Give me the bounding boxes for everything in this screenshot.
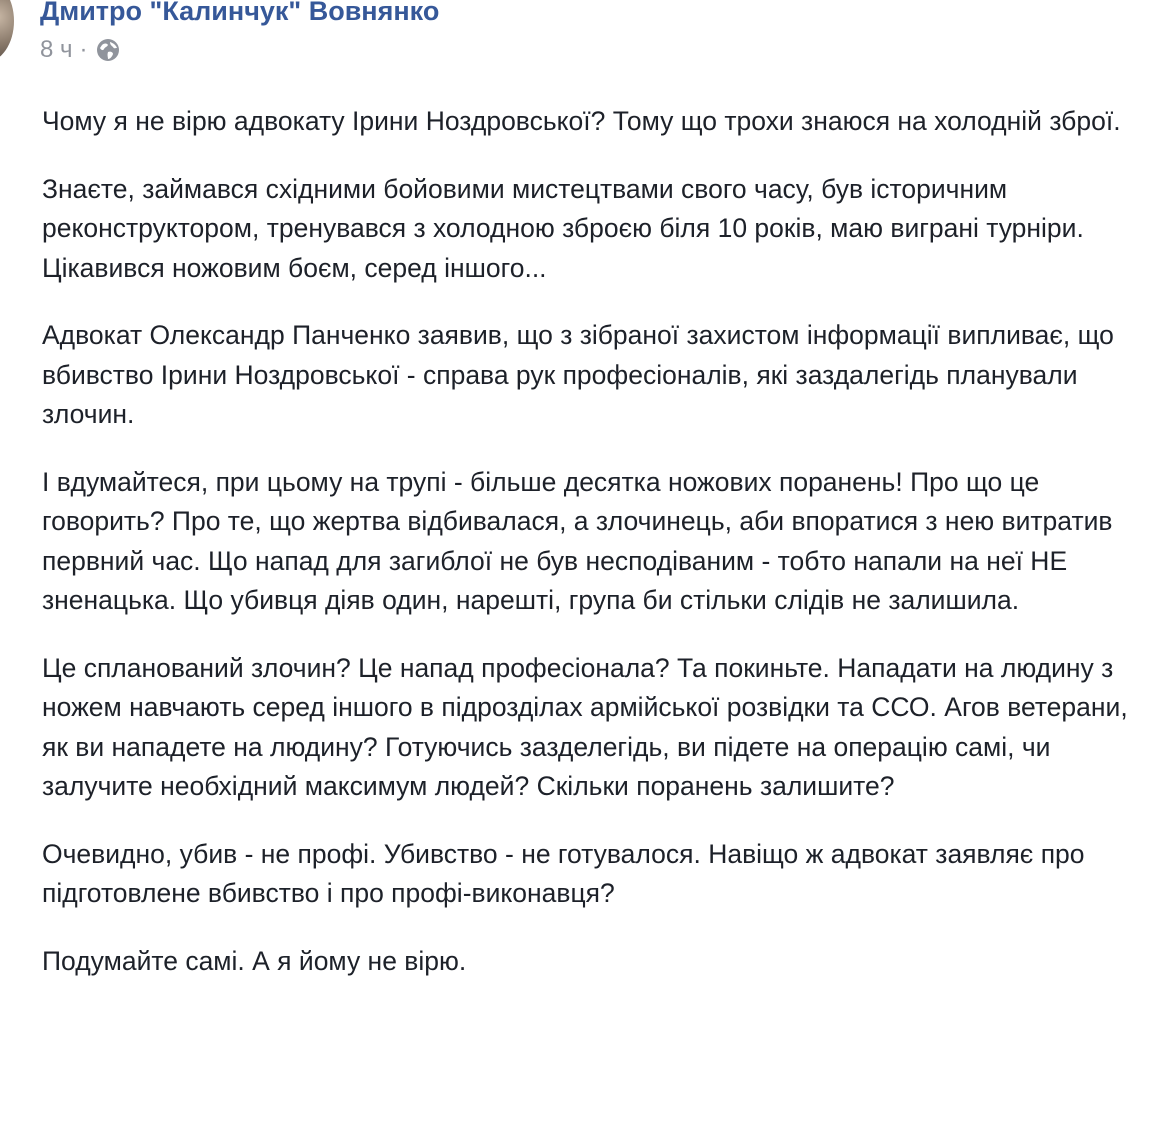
- post-paragraph: І вдумайтеся, при цьому на трупі - більше десятка ножових поранень! Про що це говорить? Про те, що жертва відбивалася, а злочинець, аби впоратися з нею витратив первний час. Що напад для загиблої не був несподіваним - тобто напали на неї НЕ зненацька. Що убивця діяв один, нарешті, група би стільки слідів не залишила.: [42, 466, 1113, 615]
- post-paragraph: Знаєте, займався східними бойовими мистецтвами свого часу, був історичним реконструктором, тренувався з холодною зброєю біля 10 років, маю виграні турніри. Цікавився ножовим боєм, серед іншого...: [42, 173, 1084, 283]
- post-paragraph: Подумайте самі. А я йому не вірю.: [42, 945, 467, 976]
- post-body: [42, 102, 1152, 1009]
- meta-separator: ·: [79, 36, 88, 63]
- post-meta: [40, 36, 121, 64]
- globe-icon[interactable]: [95, 37, 121, 63]
- post-timestamp[interactable]: 8 ч: [40, 36, 73, 63]
- avatar[interactable]: [0, 0, 14, 62]
- post-paragraph: Очевидно, убив - не профі. Убивство - не готувалося. Навіщо ж адвокат заявляє про підготовлене вбивство і про профі-виконавця?: [42, 838, 1085, 908]
- post-paragraph: Це спланований злочин? Це напад професіонала? Та покиньте. Нападати на людину з ножем навчають серед іншого в підрозділах армійської розвідки та ССО. Агов ветерани, як ви нападете на людину? Готуючись зазделегідь, ви підете на операцію самі, чи залучите необхідний максимум людей? Скільки поранень залишите?: [42, 652, 1128, 801]
- post-paragraph: Адвокат Олександр Панченко заявив, що з зібраної захистом інформації випливає, що вбивство Ірини Ноздровської - справа рук професіоналів, які заздалегідь планували злочин.: [42, 320, 1114, 429]
- post-paragraph: Чому я не вірю адвокату Ірини Ноздровської? Тому що трохи знаюся на холодній зброї.: [42, 106, 1121, 136]
- post-header: [0, 0, 1157, 70]
- author-name-link[interactable]: Дмитро "Калинчук" Вовнянко: [40, 0, 440, 26]
